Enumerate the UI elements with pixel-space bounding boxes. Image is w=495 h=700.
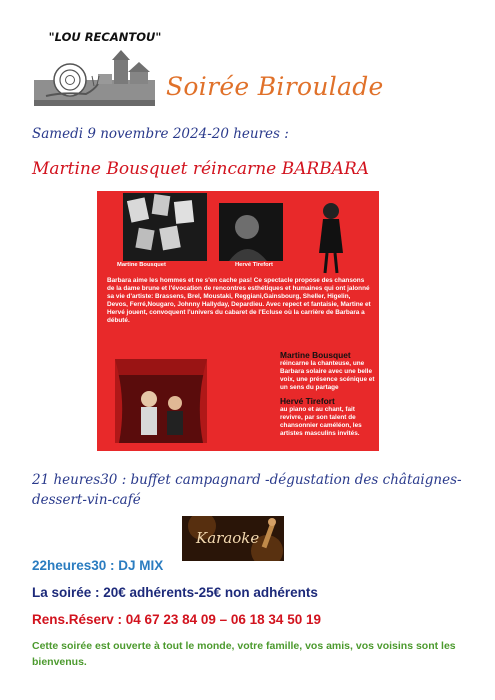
- martine-description: réincarne la chanteuse, une Barbara solaire avec une belle voix, une présence scénique et un sens du partage: [280, 360, 375, 391]
- footer-note: Cette soirée est ouverte à tout le monde, votre famille, vos amis, vos voisins sont les bienvenus.: [32, 640, 456, 668]
- karaoke-label: Karaoke: [196, 529, 260, 547]
- show-headline: Martine Bousquet réincarne BARBARA: [32, 159, 370, 179]
- poster-description: Barbara aime les hommes et ne s'en cache pas! Ce spectacle propose des chansons de la dame brune et l'évocation de rencontres esthétiques et humaines qui ont jalonné sa vie d'artiste: Brassens, Brel, Moustaki, Reggiani,Gainsbourg, Sheller, Higelin, Devos, Ferré,Nougaro, Johnny Hallyday, Depardieu. Avec repect et fantaisie, Martine et Hervé jouent, convoquent l'univers du cabaret de l'Ecluse où la carrière de Barbara a débuté.: [107, 277, 371, 324]
- photo-caption-herve: Hervé Tirefort: [235, 262, 273, 268]
- karaoke-image: [182, 516, 284, 561]
- event-title: Soirée Biroulade: [166, 72, 384, 101]
- photo-caption-martine: Martine Bousquet: [117, 262, 166, 268]
- show-poster: [97, 191, 379, 451]
- price-info: La soirée : 20€ adhérents-25€ non adhérents: [32, 585, 318, 600]
- dj-schedule: 22heures30 : DJ MIX: [32, 558, 164, 573]
- organization-name: "LOU RECANTOU": [48, 30, 162, 44]
- reservation-contact: Rens.Réserv : 04 67 23 84 09 – 06 18 34 50 19: [32, 612, 321, 627]
- martine-name: Martine Bousquet: [280, 350, 351, 360]
- buffet-schedule: 21 heures30 : buffet campagnard -dégustation des châtaignes-dessert-vin-café: [32, 472, 462, 508]
- herve-name: Hervé Tirefort: [280, 396, 335, 406]
- herve-description: au piano et au chant, fait revivre, par son talent de chansonnier caméléon, les artistes masculins invités.: [280, 406, 362, 437]
- snail-village-logo: [32, 50, 157, 108]
- event-date: Samedi 9 novembre 2024-20 heures :: [32, 126, 289, 142]
